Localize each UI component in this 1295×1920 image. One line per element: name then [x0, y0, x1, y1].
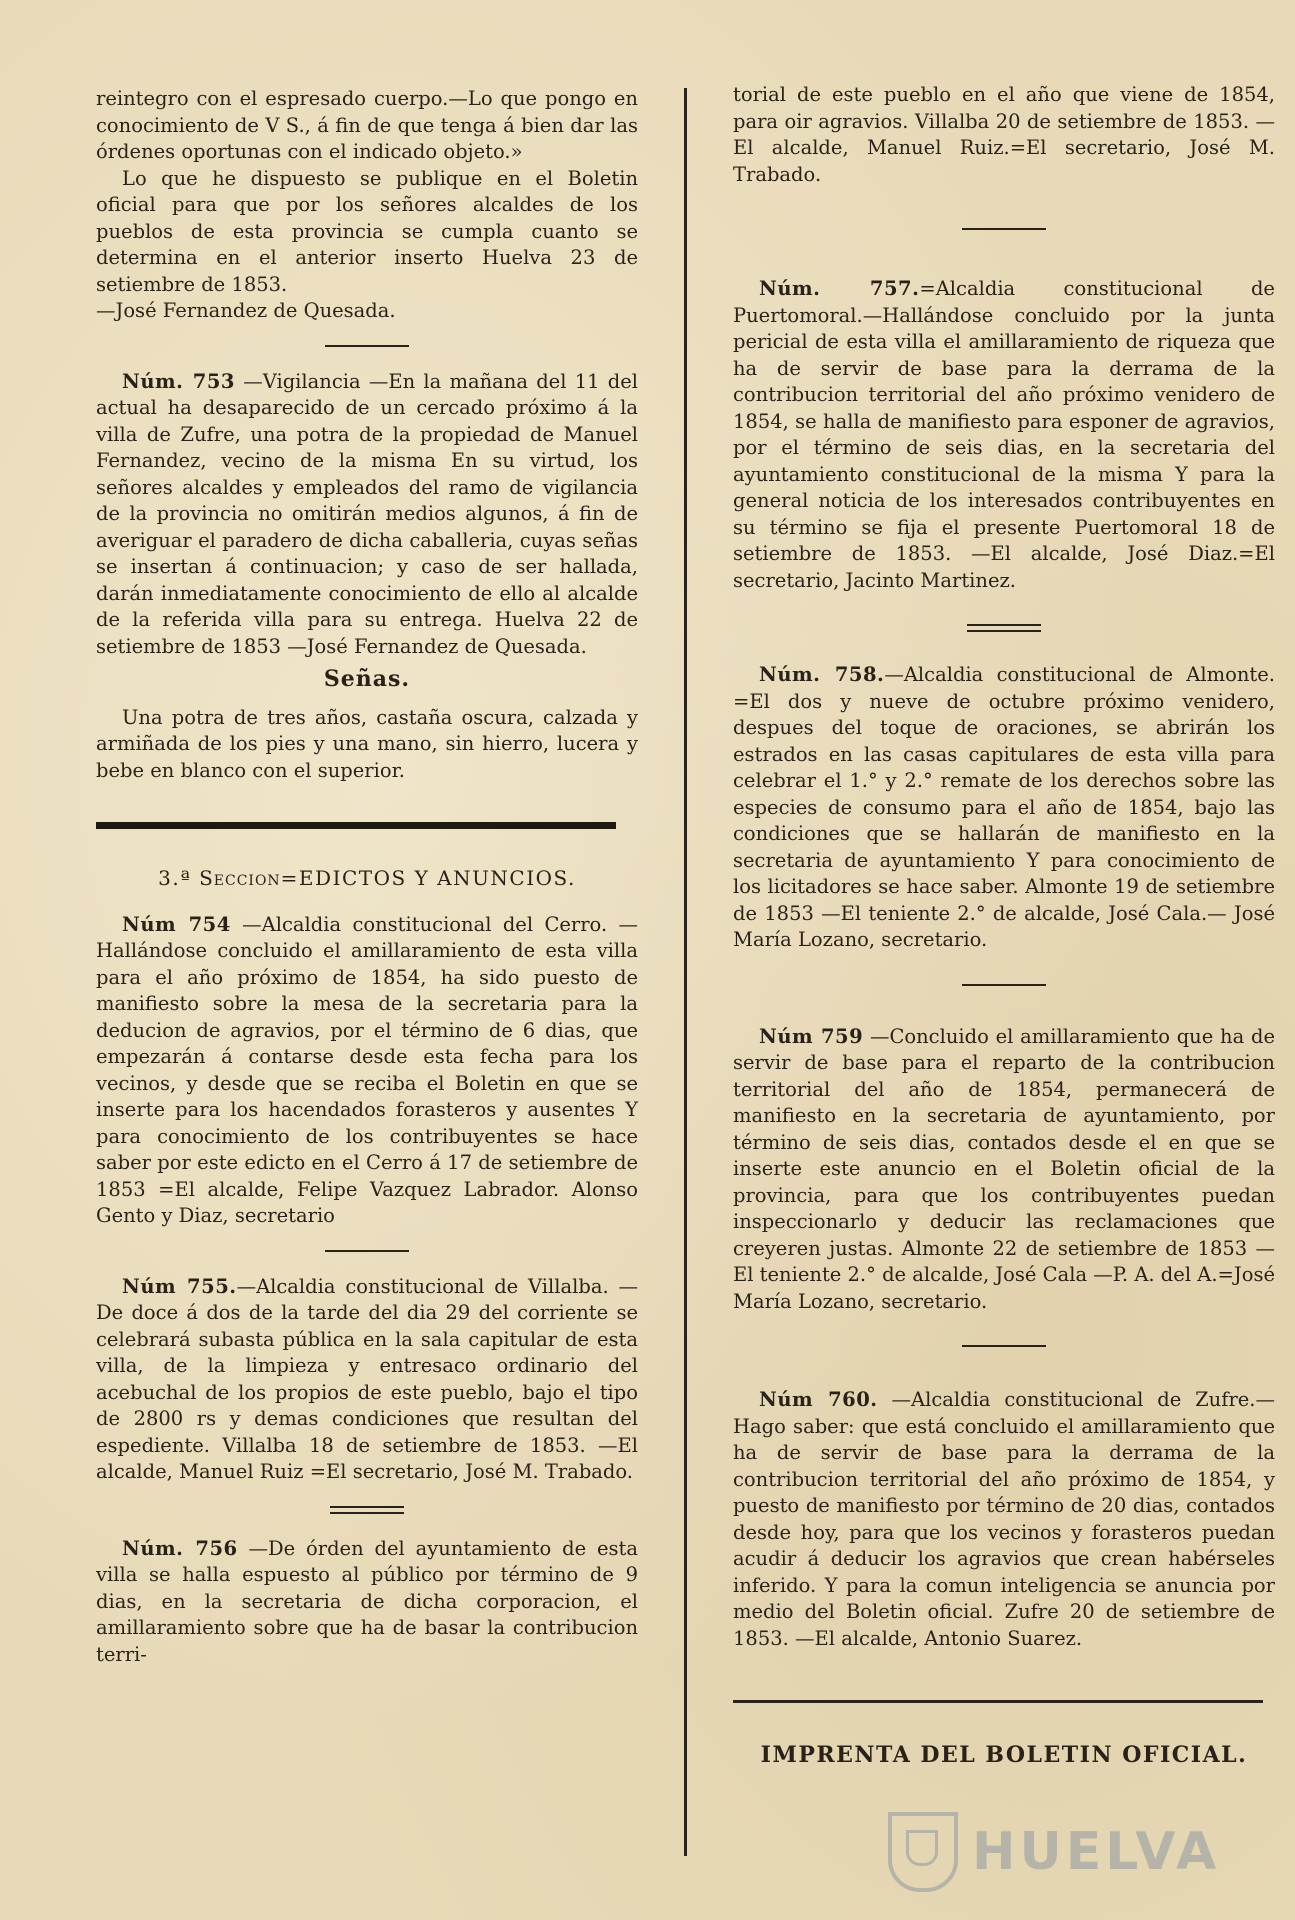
entry-text: —Alcaldia constitucional de Almonte. =El dos y nueve de octubre próximo venidero, despues del toque de oraciones, se abrirán los estrados en las casas capitulares de esta villa para celebrar el 1.° y 2.° remate de los derechos sobre las especies de consumo para el año de 1854, bajo las condiciones que se hallarán de manifiesto en la secretaria de ayuntamiento Y para conocimiento de los licitadores se hace saber. Almonte 19 de setiembre de 1853 —El teniente 2.° de alcalde, José Cala.— José María Lozano, secretario. [733, 663, 1275, 951]
entry-755 [96, 1274, 638, 1486]
entry-text: —Alcaldia constitucional de Zufre.— Hago saber: que está concluido el amillaramiento que ha de servir de base para la derrama de la contribucion territorial del año próximo de 1854, y puesto de manifiesto por término de 20 dias, contados desde hoy, para que los vecinos y forasteros puedan acudir á deducir los agravios que crean habérseles inferido. Y para la comun inteligencia se anuncia por medio del Boletin oficial. Zufre 20 de setiembre de 1853. —El alcalde, Antonio Suarez. [733, 1388, 1276, 1650]
separator-rule [325, 1250, 409, 1252]
signature: —José Fernandez de Quesada. [96, 299, 396, 322]
watermark-text: HUELVA [972, 1822, 1221, 1882]
section-title: 3.ª Seccion=EDICTOS Y ANUNCIOS. [158, 866, 576, 890]
entry-number: Núm 759 [759, 1024, 864, 1048]
separator-rule [325, 345, 409, 347]
coat-of-arms-icon [888, 1812, 958, 1892]
entry-756 [96, 1536, 638, 1669]
right-column [733, 82, 1275, 1769]
entry-number: Núm 760. [759, 1388, 878, 1411]
entry-text: —Concluido el amillaramiento que ha de servir de base para el reparto de la contribucion territorial del año de 1854, permanecerá de manifiesto en la secretaria de ayuntamiento, por término de seis dias, contados desde el en que se inserte este anuncio en el Boletin oficial de la provincia, para que los contribuyentes puedan inspeccionarlo y deducir las reclamaciones que creyeren justas. Almonte 22 de setiembre de 1853 —El teniente 2.° de alcalde, José Cala —P. A. del A.=José María Lozano, secretario. [733, 1024, 1275, 1313]
separator-rule [967, 624, 1041, 632]
imprint: IMPRENTA DEL BOLETIN OFICIAL. [760, 1742, 1248, 1768]
publication-notice: Lo que he dispuesto se publique en el Boletin oficial para que por los señores alcaldes de los pueblos de esta provincia se cumpla cuanto se determina en el anterior inserto Huelva 23 de setiembre de 1853. —José Fernandez de Quesada. [96, 166, 638, 322]
entry-text: —Alcaldia constitucional de Villalba. —De doce á dos de la tarde del dia 29 del corriente se celebrará subasta pública en la sala capitular de esta villa, de la limpieza y entresaco ordinario del acebuchal de los propios de este pueblo, bajo el tipo de 2800 rs y demas condiciones que resultan del espediente. Villalba 18 de setiembre de 1853. —El alcalde, Manuel Ruiz =El secretario, José M. Trabado. [96, 1274, 638, 1483]
entry-number: Núm. 757. [759, 277, 920, 300]
section-divider [96, 822, 616, 829]
entry-754 [96, 912, 638, 1230]
separator-rule [962, 984, 1046, 986]
entry-760 [733, 1387, 1275, 1652]
entry-759 [733, 1024, 1275, 1316]
entry-number: Núm 754 [122, 912, 231, 936]
column-divider [684, 88, 687, 1856]
separator-rule [962, 228, 1046, 230]
imprint-rule [733, 1700, 1263, 1706]
entry-text: =Alcaldia constitucional de Puertomoral.—Hallándose concluido por la junta pericial de esta villa el amillaramiento de riqueza que ha de servir de base para la derrama de la contribucion territorial del año próximo venidero de 1854, se halla de manifiesto para esponer de agravios, por el término de seis dias, en la secretaria del ayuntamiento constitucional de la misma Y para la general noticia de los interesados contribuyentes en su término se fija el presente Puertomoral 18 de setiembre de 1853. —El alcalde, José Diaz.=El secretario, Jacinto Martinez. [733, 277, 1275, 592]
entry-757 [733, 276, 1275, 594]
entry-text: —Alcaldia constitucional del Cerro. —Hallándose concluido el amillaramiento de esta villa para el año próximo de 1854, ha sido puesto de manifiesto sobre la mesa de la secretaria para la deducion de agravios, por el término de 6 dias, que empezarán á contarse desde esta fecha para los vecinos, y desde que se reciba el Boletin en que se inserte para los hacendados forasteros y ausentes Y para conocimiento de los contribuyentes se hace saber por este edicto en el Cerro á 17 de setiembre de 1853 =El alcalde, Felipe Vazquez Labrador. Alonso Gento y Diaz, secretario [96, 912, 638, 1227]
entry-758 [733, 662, 1275, 954]
watermark [888, 1812, 1258, 1892]
entry-number: Núm. 758. [759, 663, 885, 686]
separator-rule [962, 1345, 1046, 1347]
left-column [96, 86, 638, 1668]
continued-paragraph: torial de este pueblo en el año que viene de 1854, para oir agravios. Villalba 20 de setiembre de 1853. — El alcalde, Manuel Ruiz.=El secretario, José M. Trabado. [733, 83, 1275, 186]
separator-rule [330, 1506, 404, 1514]
senas-description: Una potra de tres años, castaña oscura, calzada y armiñada de los pies y una mano, sin hierro, lucera y bebe en blanco con el superior. [96, 705, 638, 782]
continued-paragraph: reintegro con el espresado cuerpo.—Lo que pongo en conocimiento de V S., á fin de que tenga á bien dar las órdenes oportunas con el indicado objeto.» [96, 87, 638, 163]
entry-number: Núm. 756 [122, 1536, 238, 1560]
entry-text: —Vigilancia —En la mañana del 11 del actual ha desaparecido de un cercado próximo á la villa de Zufre, una potra de la propiedad de Manuel Fernandez, vecino de la misma En su virtud, los señores alcaldes y empleados del ramo de vigilancia de la provincia no omitirán medios algunos, á fin de averiguar el paradero de dicha caballeria, cuyas señas se insertan á continuacion; y caso de ser hallada, darán inmediatamente conocimiento de ello al alcalde de la referida villa para su entrega. Huelva 22 de setiembre de 1853 —José Fernandez de Quesada. [96, 369, 639, 658]
entry-text: —De órden del ayuntamiento de esta villa se halla espuesto al público por término de 9 dias, en la secretaria de dicha corporacion, el amillaramiento sobre que ha de basar la contribucion terri- [96, 1536, 639, 1666]
entry-number: Núm 755. [122, 1274, 237, 1298]
entry-753 [96, 369, 638, 661]
entry-number: Núm. 753 [122, 369, 235, 393]
senas-heading: Señas. [323, 666, 411, 692]
